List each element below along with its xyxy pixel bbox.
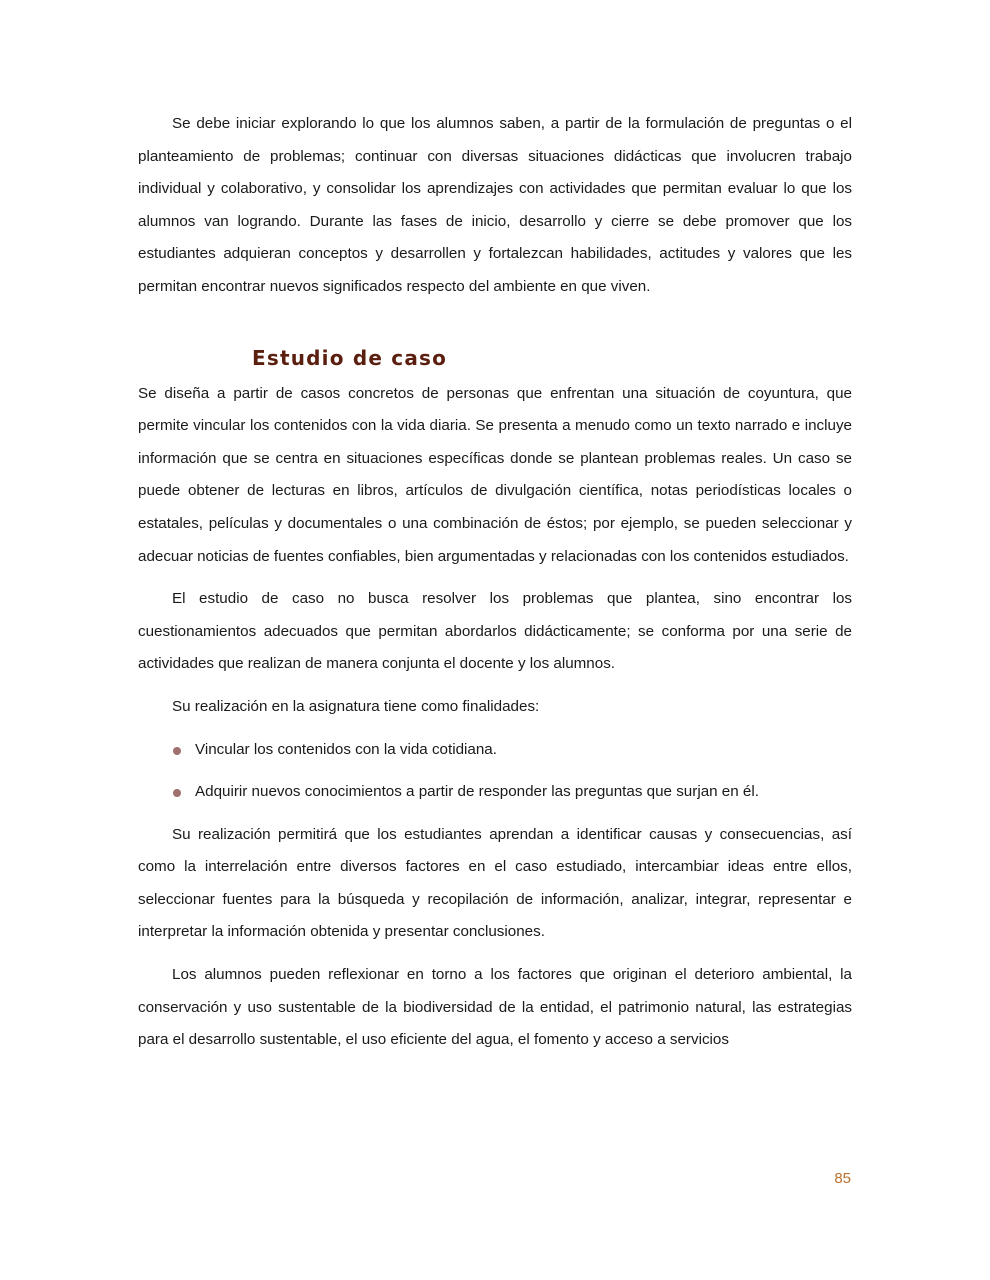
- list-item: [138, 776, 852, 809]
- case-study-paragraph-4: Su realización permitirá que los estudiantes aprendan a identificar causas y consecuencias, así como la interrelación entre diversos factores en el caso estudiado, intercambiar ideas entre ellos, seleccionar fuentes para la búsqueda y recopilación de información, analizar, integrar, representar e interpretar la información obtenida y presentar conclusiones.: [138, 825, 852, 941]
- purposes-list: [138, 734, 852, 809]
- section-heading: Estudio de caso: [252, 345, 448, 370]
- intro-paragraph: Se debe iniciar explorando lo que los alumnos saben, a partir de la formulación de preguntas o el planteamiento de problemas; continuar con diversas situaciones didácticas que involucren trabajo individual y colaborativo, y consolidar los aprendizajes con actividades que permitan evaluar lo que los alumnos van logrando. Durante las fases de inicio, desarrollo y cierre se debe promover que los estudiantes adquieran conceptos y desarrollen y fortalezcan habilidades, actitudes y valores que les permitan encontrar nuevos significados respecto del ambiente en que viven.: [138, 115, 852, 295]
- case-study-paragraph-3: Su realización en la asignatura tiene como finalidades:: [172, 697, 540, 715]
- document-page: [138, 108, 852, 1057]
- bullet-icon: [173, 789, 181, 797]
- list-item-text: Adquirir nuevos conocimientos a partir de responder las preguntas que surjan en él.: [195, 783, 759, 801]
- list-item-text: Vincular los contenidos con la vida cotidiana.: [195, 740, 497, 758]
- case-study-paragraph-1: Se diseña a partir de casos concretos de personas que enfrentan una situación de coyuntura, que permite vincular los contenidos con la vida diaria. Se presenta a menudo como un texto narrado e incluye información que se centra en situaciones específicas donde se plantean problemas reales. Un caso se puede obtener de lecturas en libros, artículos de divulgación científica, notas periodísticas locales o estatales, películas y documentales o una combinación de éstos; por ejemplo, se pueden seleccionar y adecuar noticias de fuentes confiables, bien argumentadas y relacionadas con los contenidos estudiados.: [138, 384, 852, 565]
- bullet-icon: [173, 747, 181, 755]
- case-study-paragraph-5: Los alumnos pueden reflexionar en torno a los factores que originan el deterioro ambiental, la conservación y uso sustentable de la biodiversidad de la entidad, el patrimonio natural, las estrategias para el desarrollo sustentable, el uso eficiente del agua, el fomento y acceso a servicios: [138, 966, 852, 1049]
- case-study-paragraph-2: El estudio de caso no busca resolver los problemas que plantea, sino encontrar los cuestionamientos adecuados que permitan abordarlos didácticamente; se conforma por una serie de actividades que realizan de manera conjunta el docente y los alumnos.: [138, 590, 852, 673]
- page-number: 85: [834, 1170, 851, 1187]
- list-item: [138, 734, 852, 767]
